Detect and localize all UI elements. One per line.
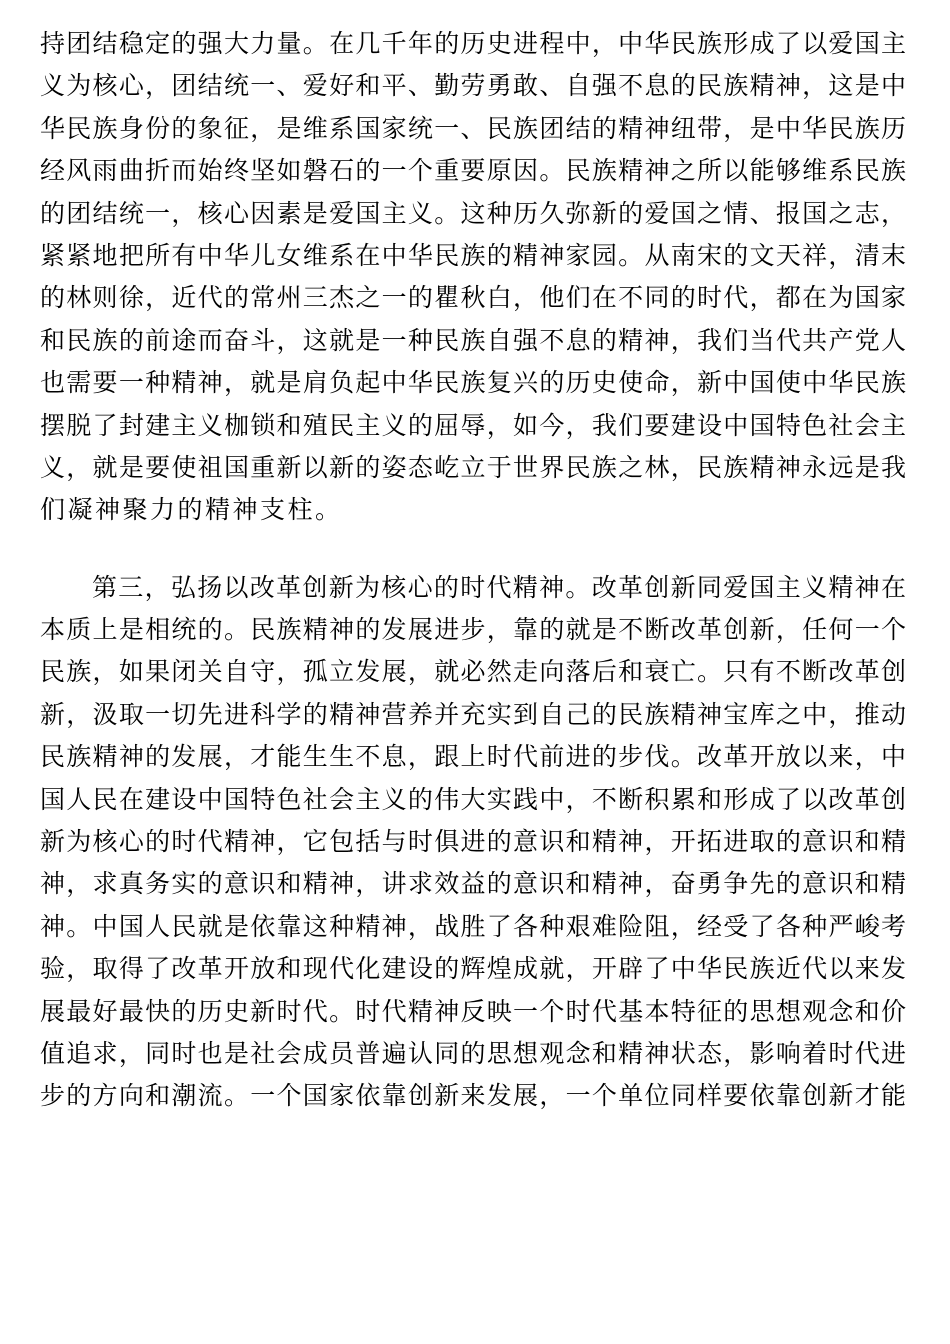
text-line: 第三，弘扬以改革创新为核心的时代精神。改革创新同爱国主义精神在 — [92, 572, 906, 602]
text-line: 验，取得了改革开放和现代化建设的辉煌成就，开辟了中华民族近代以来发 — [40, 954, 906, 984]
text-line: 经风雨曲折而始终坚如磐石的一个重要原因。民族精神之所以能够维系民族 — [40, 156, 906, 186]
document-page — [40, 0, 906, 1118]
text-line: 义为核心，团结统一、爱好和平、勤劳勇敢、自强不息的民族精神，这是中 — [40, 71, 906, 101]
text-line: 的林则徐，近代的常州三杰之一的瞿秋白，他们在不同的时代，都在为国家 — [40, 283, 906, 313]
paragraph-national-spirit — [40, 0, 906, 532]
text-line: 义，就是要使祖国重新以新的姿态屹立于世界民族之林，民族精神永远是我 — [40, 452, 906, 482]
text-line: 新，汲取一切先进科学的精神营养并充实到自己的民族精神宝库之中，推动 — [40, 699, 906, 729]
paragraph-era-spirit — [40, 567, 906, 1118]
text-line: 民族，如果闭关自守，孤立发展，就必然走向落后和衰亡。只有不断改革创 — [40, 657, 906, 687]
text-line: 和民族的前途而奋斗，这就是一种民族自强不息的精神，我们当代共产党人 — [40, 325, 906, 355]
text-line: 新为核心的时代精神，它包括与时俱进的意识和精神，开拓进取的意识和精 — [40, 827, 906, 857]
text-line: 展最好最快的历史新时代。时代精神反映一个时代基本特征的思想观念和价 — [40, 996, 906, 1026]
text-line: 紧紧地把所有中华儿女维系在中华民族的精神家园。从南宋的文天祥，清末 — [40, 240, 906, 270]
text-line: 摆脱了封建主义枷锁和殖民主义的屈辱，如今，我们要建设中国特色社会主 — [40, 410, 906, 440]
text-line: 华民族身份的象征，是维系国家统一、民族团结的精神纽带，是中华民族历 — [40, 113, 906, 143]
text-line: 国人民在建设中国特色社会主义的伟大实践中，不断积累和形成了以改革创 — [40, 784, 906, 814]
text-line: 神。中国人民就是依靠这种精神，战胜了各种艰难险阻，经受了各种严峻考 — [40, 911, 906, 941]
text-line: 持团结稳定的强大力量。在几千年的历史进程中，中华民族形成了以爱国主 — [40, 29, 906, 58]
text-line: 本质上是相统的。民族精神的发展进步，靠的就是不断改革创新，任何一个 — [40, 615, 906, 645]
text-line: 步的方向和潮流。一个国家依靠创新来发展，一个单位同样要依靠创新才能 — [40, 1081, 906, 1111]
paragraph-spacer — [40, 532, 906, 567]
text-line: 们凝神聚力的精神支柱。 — [40, 495, 343, 525]
text-line: 的团结统一，核心因素是爱国主义。这种历久弥新的爱国之情、报国之志， — [40, 198, 906, 228]
text-line: 神，求真务实的意识和精神，讲求效益的意识和精神，奋勇争先的意识和精 — [40, 869, 906, 899]
text-line: 值追求，同时也是社会成员普遍认同的思想观念和精神状态，影响着时代进 — [40, 1038, 906, 1068]
text-line: 也需要一种精神，就是肩负起中华民族复兴的历史使命，新中国使中华民族 — [40, 368, 906, 398]
text-line: 民族精神的发展，才能生生不息，跟上时代前进的步伐。改革开放以来，中 — [40, 742, 906, 772]
